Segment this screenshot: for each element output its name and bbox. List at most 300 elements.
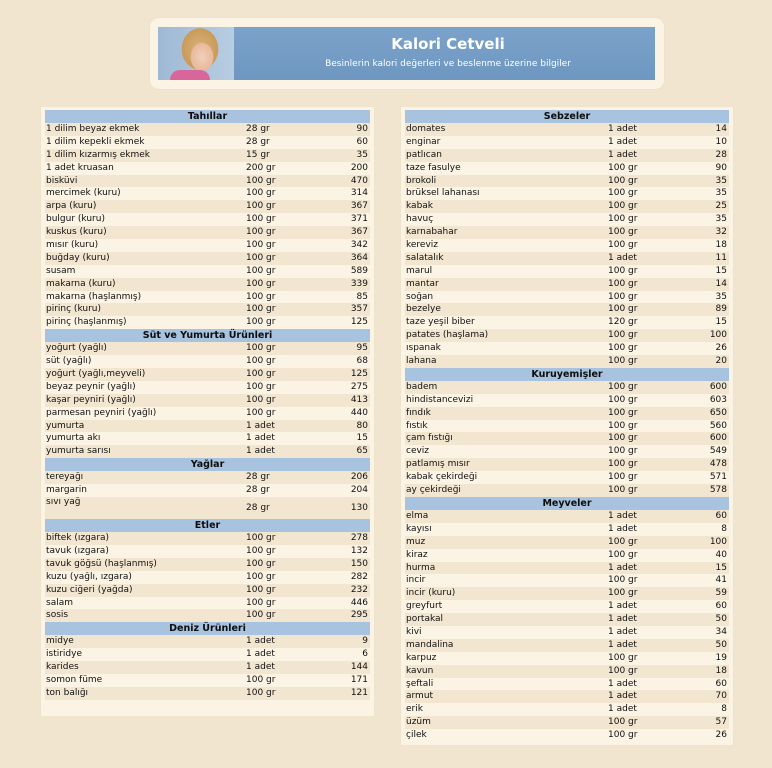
portion-amount: 100 gr — [246, 265, 276, 276]
food-name: soğan — [406, 291, 434, 302]
portion-amount: 28 gr — [246, 472, 270, 483]
calorie-value: 314 — [350, 188, 368, 199]
portion-amount: 120 gr — [608, 317, 638, 328]
table-row — [45, 648, 370, 661]
table-row — [45, 558, 370, 571]
table-row — [45, 687, 370, 700]
calorie-value: 9 — [362, 636, 368, 647]
food-name: 1 dilim beyaz ekmek — [46, 124, 140, 134]
calorie-value: 357 — [350, 304, 368, 315]
calorie-value: 25 — [715, 201, 727, 212]
table-row — [405, 523, 729, 536]
table-row — [45, 291, 370, 304]
food-name: buğday (kuru) — [46, 252, 110, 263]
portion-amount: 100 gr — [608, 472, 638, 483]
table-row — [405, 200, 729, 213]
table-row — [405, 265, 729, 278]
food-name: taze fasulye — [406, 162, 461, 173]
calorie-value: 171 — [350, 674, 368, 685]
table-row — [45, 149, 370, 162]
calorie-value: 204 — [350, 485, 368, 496]
portion-amount: 100 gr — [608, 420, 638, 431]
calorie-value: 6 — [362, 649, 368, 660]
portion-amount: 28 gr — [246, 124, 270, 134]
portion-amount: 100 gr — [608, 459, 638, 470]
food-name: hurma — [406, 562, 436, 573]
calorie-value: 125 — [350, 369, 368, 380]
portion-amount: 100 gr — [608, 214, 638, 225]
food-name: arpa (kuru) — [46, 201, 97, 212]
calorie-value: 85 — [356, 291, 368, 302]
food-name: elma — [406, 510, 429, 521]
food-name: tereyağı — [46, 472, 84, 483]
section-title-tahillar: Tahıllar — [45, 110, 370, 123]
table-row — [405, 187, 729, 200]
table-row — [45, 471, 370, 484]
table-row — [405, 587, 729, 600]
calorie-value: 150 — [350, 558, 368, 569]
table-row — [405, 291, 729, 304]
calorie-value: 446 — [350, 597, 368, 608]
portion-amount: 100 gr — [608, 446, 638, 457]
food-name: karides — [46, 662, 79, 673]
portion-amount: 100 gr — [246, 610, 276, 621]
table-row — [45, 597, 370, 610]
portion-amount: 100 gr — [246, 291, 276, 302]
table-row — [405, 420, 729, 433]
food-name: parmesan peyniri (yağlı) — [46, 407, 157, 418]
food-name: somon füme — [46, 674, 103, 685]
table-row — [405, 458, 729, 471]
portion-amount: 1 adet — [608, 136, 637, 147]
right-table — [405, 110, 729, 742]
portion-amount: 100 gr — [608, 433, 638, 444]
calorie-value: 100 — [709, 330, 727, 341]
table-row — [405, 123, 729, 136]
portion-amount: 100 gr — [246, 252, 276, 263]
portion-amount: 1 adet — [608, 562, 637, 573]
portion-amount: 100 gr — [608, 665, 638, 676]
table-row — [405, 239, 729, 252]
portion-amount: 100 gr — [246, 545, 276, 556]
food-name: fındık — [406, 407, 431, 418]
woman-photo — [158, 27, 234, 80]
portion-amount: 100 gr — [246, 343, 276, 354]
food-name: brüksel lahanası — [406, 188, 480, 199]
calorie-value: 60 — [715, 601, 727, 612]
table-row — [45, 432, 370, 445]
calorie-value: 549 — [709, 446, 727, 457]
table-row — [405, 316, 729, 329]
calorie-value: 35 — [715, 291, 727, 302]
portion-amount: 100 gr — [246, 278, 276, 289]
calorie-value: 20 — [715, 356, 727, 367]
portion-amount: 1 adet — [608, 149, 637, 160]
calorie-value: 371 — [350, 214, 368, 225]
food-name: 1 dilim kızarmış ekmek — [46, 149, 151, 160]
portion-amount: 100 gr — [608, 549, 638, 560]
food-name: greyfurt — [406, 601, 443, 612]
calorie-value: 600 — [709, 381, 727, 392]
portion-amount: 100 gr — [246, 394, 276, 405]
food-name: yoğurt (yağlı) — [46, 343, 107, 354]
portion-amount: 28 gr — [246, 485, 270, 496]
table-row — [45, 303, 370, 316]
food-name: bisküvi — [46, 175, 78, 186]
portion-amount: 1 adet — [608, 678, 637, 689]
calorie-value: 19 — [715, 652, 727, 663]
portion-amount: 100 gr — [246, 381, 276, 392]
table-row — [405, 329, 729, 342]
table-row — [405, 175, 729, 188]
table-row — [45, 635, 370, 648]
portion-amount: 100 gr — [246, 304, 276, 315]
portion-amount: 1 adet — [608, 639, 637, 650]
table-row — [405, 149, 729, 162]
table-row — [45, 252, 370, 265]
table-row — [45, 407, 370, 420]
section-rows-kuruyemisler — [405, 381, 729, 497]
table-row — [405, 703, 729, 716]
section-title-deniz-urunleri: Deniz Ürünleri — [45, 622, 370, 635]
food-name: bulgur (kuru) — [46, 214, 105, 225]
table-row — [405, 574, 729, 587]
food-name: domates — [406, 124, 446, 134]
food-name: patates (haşlama) — [406, 330, 489, 341]
portion-amount: 28 gr — [246, 136, 270, 147]
portion-amount: 100 gr — [608, 536, 638, 547]
calorie-value: 342 — [350, 240, 368, 251]
portion-amount: 100 gr — [608, 652, 638, 663]
table-row — [405, 278, 729, 291]
table-row — [405, 303, 729, 316]
food-name: biftek (ızgara) — [46, 533, 110, 544]
portion-amount: 1 adet — [608, 626, 637, 637]
section-rows-sebzeler — [405, 123, 729, 368]
calorie-value: 28 — [715, 149, 727, 160]
food-name: pirinç (haşlanmış) — [46, 317, 127, 328]
calorie-value: 26 — [715, 343, 727, 354]
food-name: istiridye — [46, 649, 82, 660]
section-rows-yaglar — [45, 471, 370, 519]
portion-amount: 100 gr — [608, 407, 638, 418]
portion-amount: 100 gr — [608, 240, 638, 251]
table-row — [45, 394, 370, 407]
food-name: enginar — [406, 136, 441, 147]
calorie-value: 650 — [709, 407, 727, 418]
food-name: 1 dilim kepekli ekmek — [46, 136, 145, 147]
calorie-value: 18 — [715, 665, 727, 676]
section-title-meyveler: Meyveler — [405, 497, 729, 510]
calorie-value: 130 — [350, 503, 368, 514]
calorie-value: 413 — [350, 394, 368, 405]
food-name: sıvı yağ — [46, 497, 81, 508]
calorie-value: 95 — [356, 343, 368, 354]
table-row — [45, 123, 370, 136]
page-subtitle: Besinlerin kalori değerleri ve beslenme üzerine bilgiler — [325, 59, 571, 69]
left-table — [45, 110, 370, 700]
food-name: kivi — [406, 626, 422, 637]
food-name: fıstık — [406, 420, 428, 431]
table-row — [45, 213, 370, 226]
food-name: erik — [406, 704, 423, 715]
section-title-sebzeler: Sebzeler — [405, 110, 729, 123]
food-name: yumurta sarısı — [46, 446, 111, 457]
portion-amount: 100 gr — [246, 214, 276, 225]
food-name: sosis — [46, 610, 69, 621]
food-name: salam — [46, 597, 73, 608]
calorie-value: 60 — [356, 136, 368, 147]
header-banner — [158, 27, 655, 80]
portion-amount: 100 gr — [608, 201, 638, 212]
calorie-value: 15 — [715, 317, 727, 328]
section-title-sut-ve-yumurta-urunleri: Süt ve Yumurta Ürünleri — [45, 329, 370, 342]
portion-amount: 100 gr — [246, 674, 276, 685]
food-name: makarna (haşlanmış) — [46, 291, 142, 302]
table-row — [45, 584, 370, 597]
portion-amount: 1 adet — [608, 601, 637, 612]
table-row — [405, 381, 729, 394]
portion-amount: 28 gr — [246, 503, 270, 514]
food-name: mısır (kuru) — [46, 240, 99, 251]
portion-amount: 100 gr — [246, 317, 276, 328]
calorie-value: 60 — [715, 678, 727, 689]
table-row — [405, 690, 729, 703]
portion-amount: 1 adet — [608, 510, 637, 521]
table-row — [405, 716, 729, 729]
food-name: 1 adet kruasan — [46, 162, 114, 173]
section-rows-tahillar — [45, 123, 370, 329]
table-row — [405, 562, 729, 575]
food-name: kabak çekirdeği — [406, 472, 478, 483]
portion-amount: 100 gr — [246, 558, 276, 569]
table-row — [45, 661, 370, 674]
portion-amount: 100 gr — [246, 201, 276, 212]
table-row — [405, 432, 729, 445]
section-rows-sut-ve-yumurta-urunleri — [45, 342, 370, 458]
table-row — [45, 239, 370, 252]
food-name: ay çekirdeği — [406, 485, 461, 496]
food-name: kiraz — [406, 549, 428, 560]
portion-amount: 100 gr — [246, 597, 276, 608]
table-row — [45, 187, 370, 200]
food-name: yumurta — [46, 420, 85, 431]
table-row — [45, 420, 370, 433]
portion-amount: 100 gr — [608, 717, 638, 728]
calorie-value: 68 — [356, 356, 368, 367]
food-name: beyaz peynir (yağlı) — [46, 381, 136, 392]
table-row — [45, 497, 370, 519]
food-name: salatalık — [406, 252, 444, 263]
section-title-yaglar: Yağlar — [45, 458, 370, 471]
table-row — [45, 532, 370, 545]
portion-amount: 100 gr — [608, 381, 638, 392]
portion-amount: 1 adet — [246, 420, 275, 431]
calorie-value: 100 — [709, 536, 727, 547]
portion-amount: 100 gr — [246, 227, 276, 238]
calorie-value: 50 — [715, 614, 727, 625]
food-name: karpuz — [406, 652, 437, 663]
section-title-etler: Etler — [45, 519, 370, 532]
calorie-value: 35 — [715, 188, 727, 199]
food-name: incir — [406, 575, 426, 586]
calorie-value: 8 — [721, 704, 727, 715]
portion-amount: 100 gr — [608, 304, 638, 315]
table-row — [45, 355, 370, 368]
portion-amount: 1 adet — [246, 433, 275, 444]
food-name: tavuk (ızgara) — [46, 545, 109, 556]
table-row — [45, 445, 370, 458]
portion-amount: 1 adet — [608, 704, 637, 715]
calorie-value: 65 — [356, 446, 368, 457]
table-row — [45, 136, 370, 149]
portion-amount: 1 adet — [246, 662, 275, 673]
calorie-value: 560 — [709, 420, 727, 431]
calorie-value: 470 — [350, 175, 368, 186]
calorie-value: 367 — [350, 227, 368, 238]
table-row — [45, 381, 370, 394]
portion-amount: 100 gr — [608, 278, 638, 289]
table-row — [405, 471, 729, 484]
portion-amount: 100 gr — [246, 369, 276, 380]
food-name: portakal — [406, 614, 444, 625]
calorie-value: 15 — [715, 265, 727, 276]
portion-amount: 1 adet — [246, 649, 275, 660]
calorie-value: 40 — [715, 549, 727, 560]
calorie-value: 26 — [715, 730, 727, 741]
portion-amount: 100 gr — [608, 394, 638, 405]
calorie-value: 571 — [709, 472, 727, 483]
portion-amount: 1 adet — [608, 691, 637, 702]
food-name: marul — [406, 265, 433, 276]
table-row — [405, 226, 729, 239]
food-name: makarna (kuru) — [46, 278, 116, 289]
table-row — [405, 729, 729, 742]
calorie-value: 35 — [715, 214, 727, 225]
table-row — [405, 136, 729, 149]
calorie-value: 440 — [350, 407, 368, 418]
table-row — [405, 162, 729, 175]
table-row — [45, 162, 370, 175]
calorie-value: 232 — [350, 584, 368, 595]
table-row — [45, 316, 370, 329]
food-name: mercimek (kuru) — [46, 188, 121, 199]
calorie-value: 60 — [715, 510, 727, 521]
food-name: midye — [46, 636, 74, 647]
section-rows-meyveler — [405, 510, 729, 742]
table-row — [405, 678, 729, 691]
portion-amount: 100 gr — [608, 265, 638, 276]
portion-amount: 100 gr — [608, 227, 638, 238]
food-name: yumurta akı — [46, 433, 101, 444]
food-name: mantar — [406, 278, 439, 289]
table-row — [45, 484, 370, 497]
calorie-value: 35 — [356, 149, 368, 160]
food-name: kaşar peyniri (yağlı) — [46, 394, 136, 405]
calorie-value: 32 — [715, 227, 727, 238]
table-row — [405, 407, 729, 420]
table-row — [45, 226, 370, 239]
portion-amount: 15 gr — [246, 149, 270, 160]
food-name: kuzu (yağlı, ızgara) — [46, 571, 132, 582]
table-row — [45, 278, 370, 291]
table-row — [405, 394, 729, 407]
food-name: pirinç (kuru) — [46, 304, 101, 315]
calorie-value: 367 — [350, 201, 368, 212]
food-name: karnabahar — [406, 227, 458, 238]
calorie-value: 8 — [721, 523, 727, 534]
calorie-value: 90 — [356, 124, 368, 134]
portion-amount: 100 gr — [608, 356, 638, 367]
table-row — [405, 613, 729, 626]
portion-amount: 100 gr — [608, 588, 638, 599]
portion-amount: 100 gr — [246, 584, 276, 595]
calorie-value: 339 — [350, 278, 368, 289]
portion-amount: 100 gr — [246, 188, 276, 199]
right-table-panel — [401, 107, 733, 745]
table-row — [405, 665, 729, 678]
food-name: şeftali — [406, 678, 434, 689]
calorie-value: 70 — [715, 691, 727, 702]
calorie-value: 15 — [356, 433, 368, 444]
table-row — [405, 510, 729, 523]
food-name: incir (kuru) — [406, 588, 456, 599]
portion-amount: 1 adet — [608, 124, 637, 134]
table-row — [405, 549, 729, 562]
section-rows-etler — [45, 532, 370, 622]
calorie-value: 364 — [350, 252, 368, 263]
table-row — [405, 626, 729, 639]
portion-amount: 100 gr — [608, 291, 638, 302]
food-name: hindistancevizi — [406, 394, 474, 405]
table-row — [45, 342, 370, 355]
food-name: taze yeşil biber — [406, 317, 475, 328]
calorie-value: 18 — [715, 240, 727, 251]
food-name: ceviz — [406, 446, 430, 457]
table-row — [405, 252, 729, 265]
portion-amount: 100 gr — [246, 356, 276, 367]
food-name: tavuk göğsü (haşlanmış) — [46, 558, 157, 569]
portion-amount: 1 adet — [608, 252, 637, 263]
calorie-value: 15 — [715, 562, 727, 573]
food-name: kuskus (kuru) — [46, 227, 107, 238]
table-row — [405, 484, 729, 497]
portion-amount: 100 gr — [246, 407, 276, 418]
food-name: brokoli — [406, 175, 437, 186]
portion-amount: 100 gr — [608, 575, 638, 586]
table-row — [45, 265, 370, 278]
calorie-value: 41 — [715, 575, 727, 586]
calorie-value: 35 — [715, 175, 727, 186]
calorie-value: 50 — [715, 639, 727, 650]
portion-amount: 100 gr — [608, 343, 638, 354]
food-name: muz — [406, 536, 426, 547]
food-name: ıspanak — [406, 343, 441, 354]
calorie-value: 603 — [709, 394, 727, 405]
table-row — [405, 652, 729, 665]
portion-amount: 1 adet — [246, 446, 275, 457]
portion-amount: 100 gr — [608, 175, 638, 186]
portion-amount: 100 gr — [608, 730, 638, 741]
table-row — [405, 355, 729, 368]
food-name: mandalina — [406, 639, 454, 650]
calorie-value: 206 — [350, 472, 368, 483]
calorie-value: 11 — [715, 252, 727, 263]
food-name: margarin — [46, 485, 87, 496]
food-name: çam fıstığı — [406, 433, 453, 444]
portion-amount: 100 gr — [246, 175, 276, 186]
portion-amount: 1 adet — [608, 614, 637, 625]
